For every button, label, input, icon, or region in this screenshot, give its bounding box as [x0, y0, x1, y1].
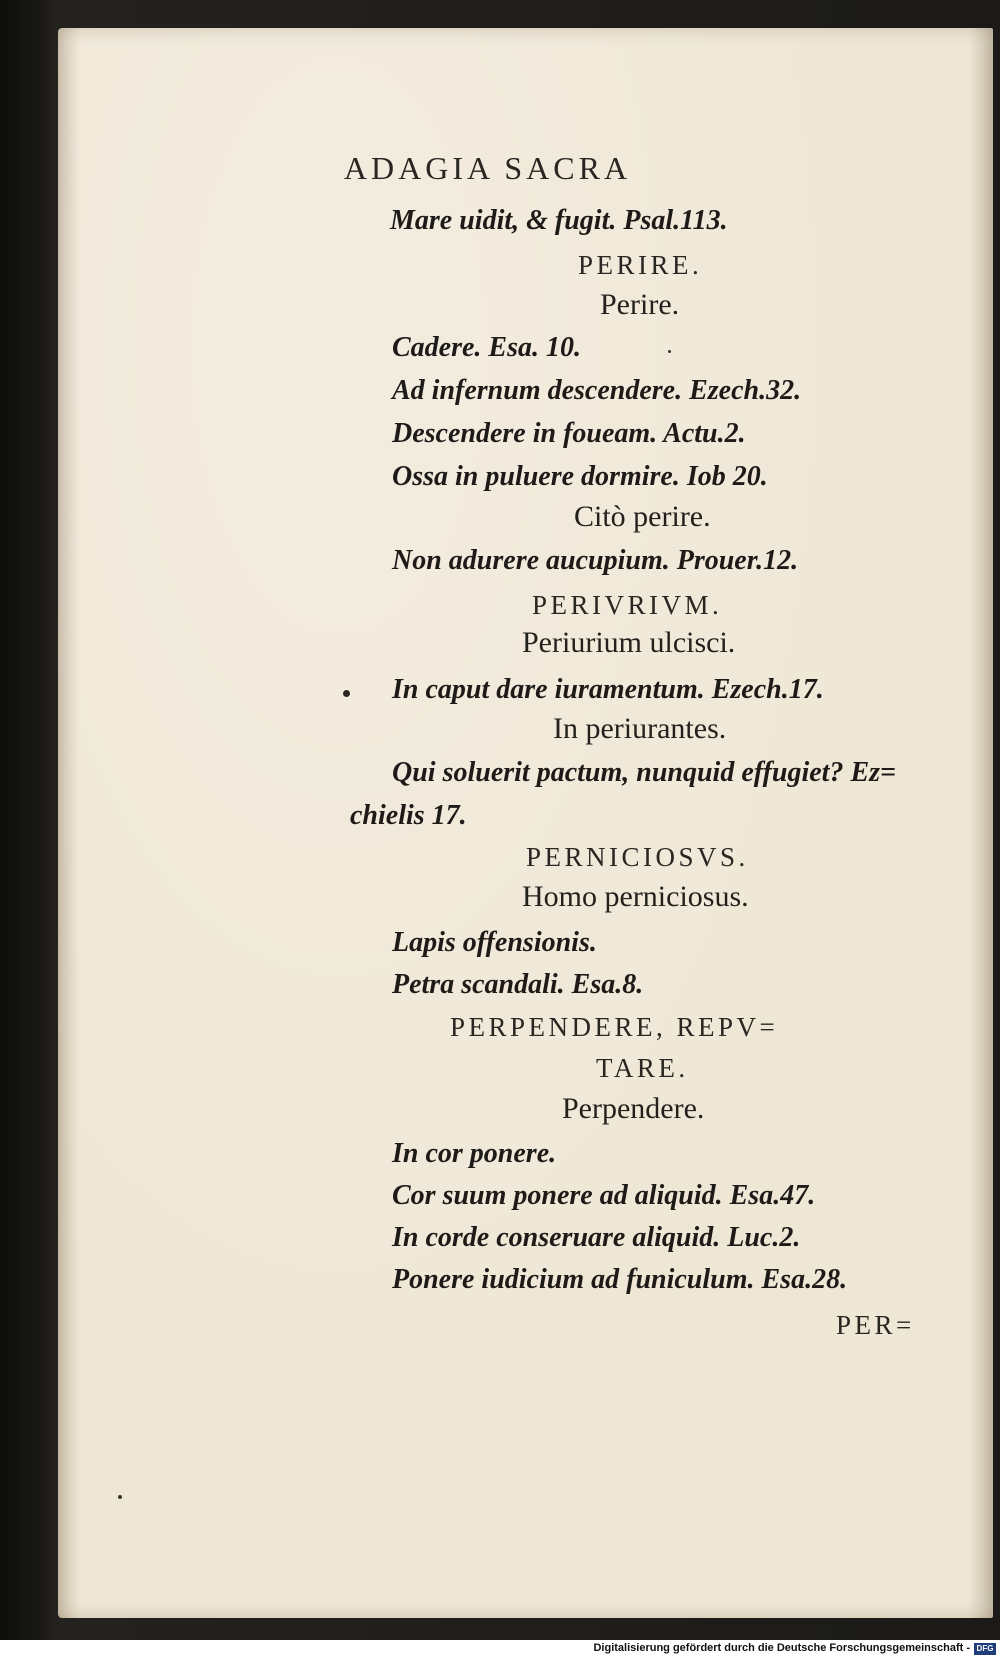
digitization-footer — [0, 1640, 1000, 1661]
section-heading: PERIVRIVM. — [532, 590, 723, 620]
section-heading: PERIRE. — [578, 250, 703, 280]
text-line: Descendere in foueam. Actu.2. — [392, 418, 746, 449]
text-line: Petra scandali. Esa.8. — [392, 969, 644, 1000]
text-line: In corde conseruare aliquid. Luc.2. — [392, 1222, 801, 1253]
text-line: Ponere iudicium ad funiculum. Esa.28. — [392, 1264, 848, 1295]
footer-credit: Digitalisierung gefördert durch die Deutsche Forschungsgemeinschaft - — [593, 1642, 970, 1654]
dfg-logo: DFG — [974, 1643, 996, 1655]
section-heading: TARE. — [596, 1053, 689, 1083]
book-page — [58, 28, 993, 1618]
text-line: Mare uidit, & fugit. Psal.113. — [390, 205, 728, 236]
text-line: Non adurere aucupium. Prouer.12. — [392, 545, 799, 576]
text-line: Cadere. Esa. 10. — [392, 332, 581, 363]
subheading: Perire. — [600, 288, 680, 321]
catchword: PER= — [836, 1310, 915, 1340]
text-line: chielis 17. — [350, 800, 467, 831]
paper-speck — [118, 1495, 122, 1499]
subheading: Periurium ulcisci. — [522, 626, 736, 659]
paper-speck — [668, 350, 671, 353]
text-line: Qui soluerit pactum, nunquid effugiet? Ez= — [392, 757, 896, 788]
section-heading: PERPENDERE, REPV= — [450, 1012, 779, 1042]
margin-mark — [343, 690, 350, 697]
subheading: Perpendere. — [562, 1092, 705, 1125]
text-line: Ad infernum descendere. Ezech.32. — [392, 375, 802, 406]
text-line: Ossa in puluere dormire. Iob 20. — [392, 461, 768, 492]
subheading: Citò perire. — [574, 500, 711, 533]
subheading: Homo perniciosus. — [522, 880, 749, 913]
section-heading: PERNICIOSVS. — [526, 842, 749, 872]
running-title: ADAGIA SACRA — [343, 150, 632, 186]
subheading: In periurantes. — [553, 712, 727, 745]
text-line: Cor suum ponere ad aliquid. Esa.47. — [392, 1180, 816, 1211]
text-line: In caput dare iuramentum. Ezech.17. — [392, 674, 824, 705]
text-line: Lapis offensionis. — [392, 927, 597, 958]
text-line: In cor ponere. — [392, 1138, 557, 1169]
